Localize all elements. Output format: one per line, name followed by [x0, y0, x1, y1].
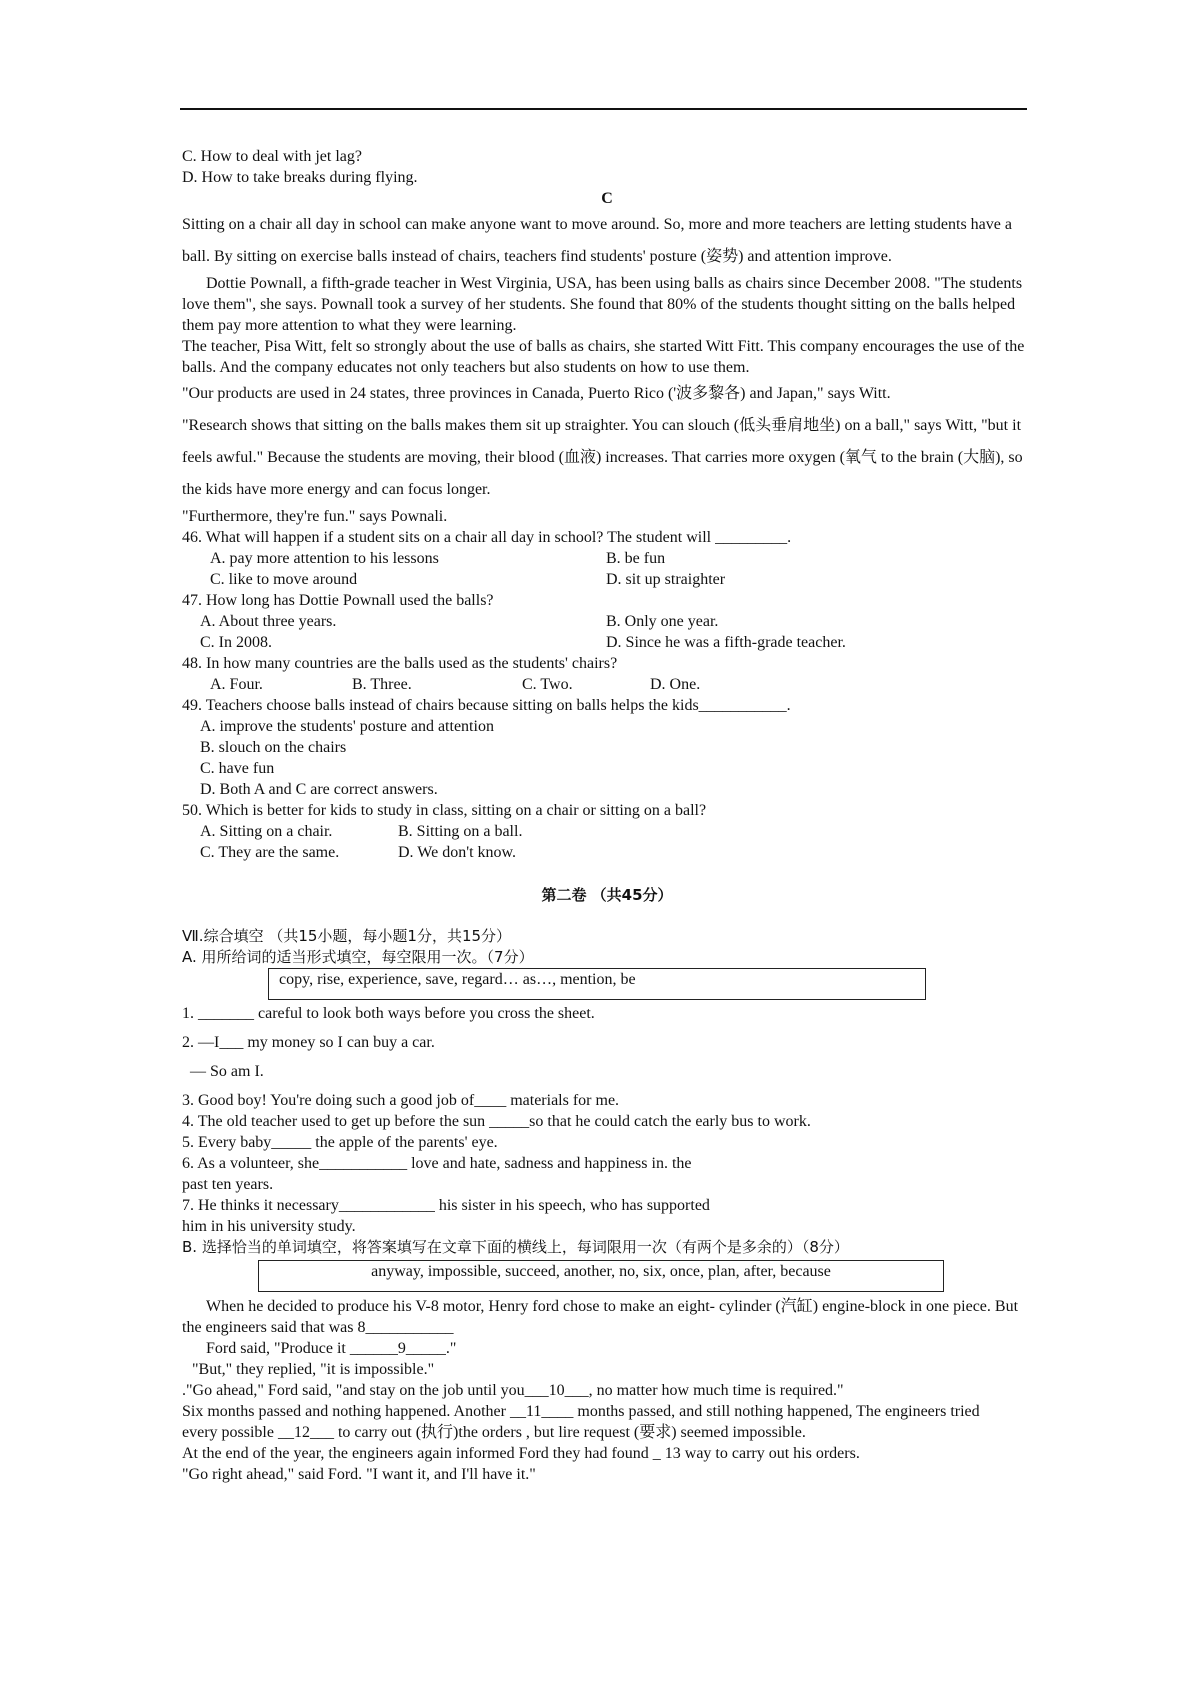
story-line-5: Six months passed and nothing happened. Another __11____ months passed, and still nothing happened, The engineers tried every possible __12___ to carry out (执行)the orders , but lire request (要求) seemed impossible.	[182, 1403, 980, 1441]
q48-option-d[interactable]: D. One.	[650, 676, 701, 693]
q46-options-row2	[182, 569, 1032, 590]
story-line-1: When he decided to produce his V-8 motor, Henry ford chose to make an eight- cylinder (汽缸) engine-block in one piece. But the engineers said that was 8___________	[182, 1298, 1019, 1336]
fill-item-6-cont: past ten years.	[182, 1176, 274, 1193]
q49-option-b[interactable]: B. slouch on the chairs	[200, 739, 347, 756]
part-b-instruction: B. 选择恰当的单词填空，将答案填写在文章下面的横线上，每词限用一次（有两个是多余的）（8分）	[182, 1238, 849, 1256]
exam-page	[182, 146, 1032, 1485]
q50-option-d[interactable]: D. We don't know.	[398, 844, 517, 861]
question-49: 49. Teachers choose balls instead of chairs because sitting on balls helps the kids___________.	[182, 697, 791, 714]
fill-item-6: 6. As a volunteer, she___________ love and hate, sadness and happiness in. the	[182, 1155, 692, 1172]
passage-paragraph-4: "Our products are used in 24 states, three provinces in Canada, Puerto Rico ('波多黎各) and Japan," says Witt.	[182, 385, 891, 402]
q47-option-d[interactable]: D. Since he was a fifth-grade teacher.	[606, 634, 846, 651]
q48-option-a[interactable]: A. Four.	[210, 676, 263, 693]
q46-option-a[interactable]: A. pay more attention to his lessons	[210, 550, 439, 567]
option-c-jet-lag: C. How to deal with jet lag?	[182, 148, 362, 165]
fill-item-5: 5. Every baby_____ the apple of the parents' eye.	[182, 1134, 498, 1151]
q49-option-a[interactable]: A. improve the students' posture and attention	[200, 718, 494, 735]
story-line-3: "But," they replied, "it is impossible."	[192, 1361, 435, 1378]
q48-options	[182, 674, 1032, 695]
story-line-2: Ford said, "Produce it ______9_____."	[206, 1340, 457, 1357]
q47-option-c[interactable]: C. In 2008.	[200, 634, 272, 651]
part-a-instruction: A. 用所给词的适当形式填空，每空限用一次。（7分）	[182, 948, 534, 966]
q47-option-b[interactable]: B. Only one year.	[606, 613, 719, 630]
q49-option-c[interactable]: C. have fun	[200, 760, 275, 777]
passage-paragraph-6: "Furthermore, they're fun." says Pownali.	[182, 508, 448, 525]
q49-option-d[interactable]: D. Both A and C are correct answers.	[200, 781, 438, 798]
passage-paragraph-1: Sitting on a chair all day in school can make anyone want to move around. So, more and more teachers are letting students have a ball. By sitting on exercise balls instead of chairs, teachers find students' posture (姿势) and attention improve.	[182, 216, 1012, 265]
section-7-heading: Ⅶ.综合填空 （共15小题，每小题1分，共15分）	[182, 927, 512, 945]
q46-option-d[interactable]: D. sit up straighter	[606, 571, 726, 588]
q46-option-b[interactable]: B. be fun	[606, 550, 666, 567]
part-two-title: 第二卷 （共45分）	[541, 886, 673, 904]
fill-item-7-cont: him in his university study.	[182, 1218, 356, 1235]
passage-heading: C	[601, 190, 613, 207]
q46-options-row1	[182, 548, 1032, 569]
q47-options-row2	[182, 632, 1032, 653]
fill-item-1: 1. _______ careful to look both ways before you cross the sheet.	[182, 1005, 595, 1022]
q48-option-b[interactable]: B. Three.	[352, 676, 412, 693]
story-line-4: ."Go ahead," Ford said, "and stay on the job until you___10___, no matter how much time is required."	[182, 1382, 844, 1399]
q50-option-b[interactable]: B. Sitting on a ball.	[398, 823, 523, 840]
question-46: 46. What will happen if a student sits on a chair all day in school? The student will _________.	[182, 529, 792, 546]
q50-options-row1	[182, 821, 1032, 842]
part-a-word-box: copy, rise, experience, save, regard… as…, mention, be	[268, 968, 926, 1000]
question-47: 47. How long has Dottie Pownall used the balls?	[182, 592, 494, 609]
q50-options-row2	[182, 842, 1032, 863]
fill-item-3: 3. Good boy! You're doing such a good job of____ materials for me.	[182, 1092, 620, 1109]
q50-option-a[interactable]: A. Sitting on a chair.	[200, 823, 333, 840]
q48-option-c[interactable]: C. Two.	[522, 676, 573, 693]
q50-option-c[interactable]: C. They are the same.	[200, 844, 340, 861]
q47-options-row1	[182, 611, 1032, 632]
story-line-6: At the end of the year, the engineers again informed Ford they had found _ 13 way to carry out his orders.	[182, 1445, 860, 1462]
fill-item-4: 4. The old teacher used to get up before the sun _____so that he could catch the early bus to work.	[182, 1113, 811, 1130]
part-b-word-box: anyway, impossible, succeed, another, no, six, once, plan, after, because	[258, 1260, 944, 1292]
passage-paragraph-5: "Research shows that sitting on the balls makes them sit up straighter. You can slouch (低头垂肩地坐) on a ball," says Witt, "but it feels awful." Because the students are moving, their blood (血液) increases. That carries more oxygen (氧气 to the brain (大脑), so the kids have more energy and can focus longer.	[182, 417, 1023, 498]
passage-paragraph-2: Dottie Pownall, a fifth-grade teacher in West Virginia, USA, has been using balls as chairs since December 2008. "The students love them", she says. Pownall took a survey of her students. She found that 80% of the students thought sitting on the balls helped them pay more attention to what they were learning.	[182, 275, 1023, 334]
fill-item-7: 7. He thinks it necessary____________ his sister in his speech, who has supported	[182, 1197, 710, 1214]
question-48: 48. In how many countries are the balls used as the students' chairs?	[182, 655, 618, 672]
fill-item-2: 2. —I___ my money so I can buy a car.	[182, 1034, 435, 1051]
passage-paragraph-3: The teacher, Pisa Witt, felt so strongly about the use of balls as chairs, she started Witt Fitt. This company encourages the use of the balls. And the company educates not only teachers but also students on how to use them.	[182, 338, 1025, 376]
option-d-breaks: D. How to take breaks during flying.	[182, 169, 418, 186]
header-rule	[180, 108, 1027, 110]
story-line-7: "Go right ahead," said Ford. "I want it, and I'll have it."	[182, 1466, 536, 1483]
fill-item-2-reply: — So am I.	[190, 1063, 264, 1080]
q47-option-a[interactable]: A. About three years.	[200, 613, 337, 630]
question-50: 50. Which is better for kids to study in class, sitting on a chair or sitting on a ball?	[182, 802, 707, 819]
q46-option-c[interactable]: C. like to move around	[210, 571, 358, 588]
